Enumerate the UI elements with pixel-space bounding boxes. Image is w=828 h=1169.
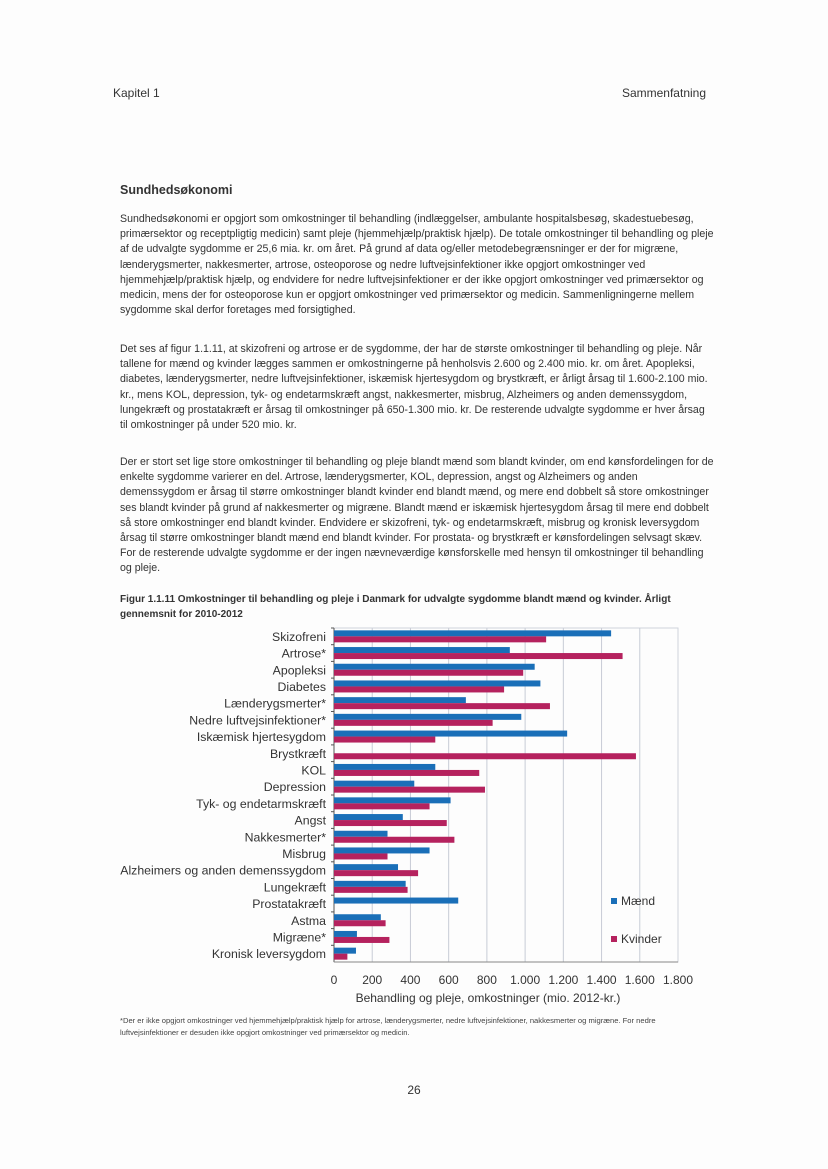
- x-tick-label: 1.600: [624, 973, 655, 987]
- plot-area-border: [334, 628, 678, 962]
- x-tick-label: 800: [476, 973, 497, 987]
- legend-swatch-kvinder: [611, 936, 617, 942]
- section-title: Sundhedsøkonomi: [120, 183, 233, 197]
- bar-maend: [334, 898, 458, 904]
- category-label: Iskæmisk hjertesygdom: [196, 730, 326, 745]
- bar-maend: [334, 948, 356, 954]
- bar-maend: [334, 630, 611, 636]
- bar-maend: [334, 714, 521, 720]
- category-label: Apopleksi: [272, 663, 326, 678]
- bar-kvinder: [334, 670, 523, 676]
- bar-kvinder: [334, 820, 447, 826]
- bar-kvinder: [334, 753, 636, 759]
- figure-footnote: *Der er ikke opgjort omkostninger ved hjemmehjælp/praktisk hjælp for artrose, lænderygsmerter, nedre luftvejsinfektioner, nakkesmerter og migræne. For nedre luftvejsinfektioner er desuden ikke opgjort omkostninger ved primærsektor og medicin.: [120, 1016, 656, 1037]
- category-label: Migræne*: [272, 930, 326, 945]
- bar-maend: [334, 764, 435, 770]
- bar-kvinder: [334, 787, 485, 793]
- category-label: Astma: [291, 913, 326, 928]
- bar-kvinder: [334, 870, 418, 876]
- x-tick-label: 400: [400, 973, 421, 987]
- category-label: Lungekræft: [263, 880, 326, 895]
- figure-caption: Figur 1.1.11 Omkostninger til behandling og pleje i Danmark for udvalgte sygdomme blandt mænd og kvinder. Årligt gennemsnit for 2010-2012: [120, 594, 671, 620]
- bar-maend: [334, 731, 567, 737]
- page-number: 26: [407, 1083, 421, 1097]
- category-label: Misbrug: [282, 846, 326, 861]
- bar-kvinder: [334, 720, 493, 726]
- bar-kvinder: [334, 853, 388, 859]
- running-header-section: Sammenfatning: [621, 86, 706, 100]
- running-header-chapter: Kapitel 1: [113, 86, 160, 100]
- legend: [611, 894, 662, 946]
- bar-maend: [334, 931, 357, 937]
- x-tick-labels: [331, 973, 694, 987]
- category-label: Brystkræft: [269, 746, 326, 761]
- legend-label-kvinder: Kvinder: [621, 932, 662, 946]
- x-tick-label: 1.000: [510, 973, 541, 987]
- category-label: Nedre luftvejsinfektioner*: [189, 713, 326, 728]
- bar-maend: [334, 814, 403, 820]
- category-label: Nakkesmerter*: [244, 830, 326, 845]
- category-label: Tyk- og endetarmskræft: [196, 796, 326, 811]
- bar-maend: [334, 697, 466, 703]
- bar-kvinder: [334, 686, 504, 692]
- category-label: Skizofreni: [272, 629, 326, 644]
- bar-maend: [334, 864, 398, 870]
- bar-maend: [334, 847, 430, 853]
- category-label: Depression: [263, 780, 326, 795]
- bar-kvinder: [334, 653, 623, 659]
- bar-kvinder: [334, 954, 347, 960]
- bar-chart: [100, 620, 720, 1020]
- x-tick-label: 1.200: [548, 973, 579, 987]
- x-tick-label: 1.400: [586, 973, 617, 987]
- category-label: Prostatakræft: [252, 897, 326, 912]
- bar-kvinder: [334, 770, 479, 776]
- bar-kvinder: [334, 636, 546, 642]
- category-label: Angst: [294, 813, 326, 828]
- x-tick-label: 1.800: [662, 973, 694, 987]
- bar-maend: [334, 664, 535, 670]
- x-tick-label: 0: [330, 973, 338, 987]
- legend-swatch-maend: [611, 898, 617, 904]
- bar-maend: [334, 680, 540, 686]
- paragraph-2: Det ses af figur 1.1.11, at skizofreni og artrose er de sygdomme, der har de største omkostninger til behandling og pleje. Når tallene for mænd og kvinder lægges sammen er omkostningerne på henholsvis 2.600 og 2.400 mio. kr. om året. Apopleksi, diabetes, lænderygsmerter, nedre luftvejsinfektioner, iskæmisk hjertesygdom og brystkræft, er årligt årsag til 1.600-2.100 mio. kr., mens KOL, depression, tyk- og endetarmskræft angst, nakkesmerter, misbrug, Alzheimers og anden demenssygdom, lungekræft og prostatakræft er årsag til omkostninger på 650-1.300 mio. kr. De resterende udvalgte sygdomme er hver årsag til omkostninger på under 520 mio. kr.: [120, 343, 708, 432]
- bar-kvinder: [334, 803, 430, 809]
- bar-kvinder: [334, 737, 435, 743]
- bar-kvinder: [334, 887, 408, 893]
- grid-layer: [331, 628, 678, 962]
- bar-maend: [334, 647, 510, 653]
- bar-maend: [334, 831, 388, 837]
- paragraph-1: Sundhedsøkonomi er opgjort som omkostninger til behandling (indlæggelser, ambulante hospitalsbesøg, skadestuebesøg, primærsektor og receptpligtig medicin) samt pleje (hjemmehjælp/praktisk hjælp). De totale omkostninger til behandling og pleje af de udvalgte sygdomme er 25,6 mia. kr. om året. På grund af data og/eller metodebegrænsninger er der for migræne, lænderygsmerter, nakkesmerter, artrose, osteoporose og nedre luftvejsinfektioner ikke opgjort omkostninger ved hjemmehjælp/praktisk hjælp, og endvidere for nedre luftvejsinfektioner er der ikke opgjort omkostninger ved primærsektor og medicin, mens der for osteoporose kun er opgjort omkostninger ved primærsektor og medicin. Sammenligningerne mellem sygdomme skal derfor foretages med forsigtighed.: [120, 213, 714, 317]
- bar-kvinder: [334, 937, 389, 943]
- bar-kvinder: [334, 837, 454, 843]
- bar-kvinder: [334, 920, 386, 926]
- bar-maend: [334, 781, 414, 787]
- bars-layer: [334, 630, 636, 959]
- bar-maend: [334, 914, 381, 920]
- chart-svg: [100, 620, 720, 1015]
- legend-label-maend: Mænd: [621, 894, 656, 908]
- bar-kvinder: [334, 703, 550, 709]
- category-label: Diabetes: [277, 679, 326, 694]
- x-tick-label: 600: [438, 973, 459, 987]
- category-labels: [120, 630, 326, 961]
- category-label: Lænderygsmerter*: [224, 696, 326, 711]
- x-axis-label: Behandling og pleje, omkostninger (mio. 2012-kr.): [355, 991, 621, 1005]
- category-label: Artrose*: [281, 646, 326, 661]
- category-label: KOL: [301, 763, 326, 778]
- category-label: Kronisk leversygdom: [211, 947, 326, 962]
- paragraph-3: Der er stort set lige store omkostninger til behandling og pleje blandt mænd som blandt kvinder, om end kønsfordelingen for de enkelte sygdomme varierer en del. Artrose, lænderygsmerter, KOL, depression, angst og Alzheimers og anden demenssygdom er årsag til større omkostninger blandt kvinder end blandt mænd, og mere end dobbelt så store omkostninger ses blandt kvinder på grund af nakkesmerter og migræne. Blandt mænd er iskæmisk hjertesygdom årsag til mere end dobbelt så store omkostninger end blandt kvinder. Endvidere er skizofreni, tyk- og endetarmskræft, misbrug og kronisk leversygdom årsag til større omkostninger blandt mænd end blandt kvinder. For prostata- og brystkræft er kønsfordelingen selvsagt skæv. For de resterende udvalgte sygdomme er der ingen nævneværdige kønsforskelle med hensyn til omkostninger til behandling og pleje.: [120, 456, 714, 575]
- x-tick-label: 200: [362, 973, 383, 987]
- bar-maend: [334, 797, 451, 803]
- category-label: Alzheimers og anden demenssygdom: [120, 863, 326, 878]
- bar-maend: [334, 881, 406, 887]
